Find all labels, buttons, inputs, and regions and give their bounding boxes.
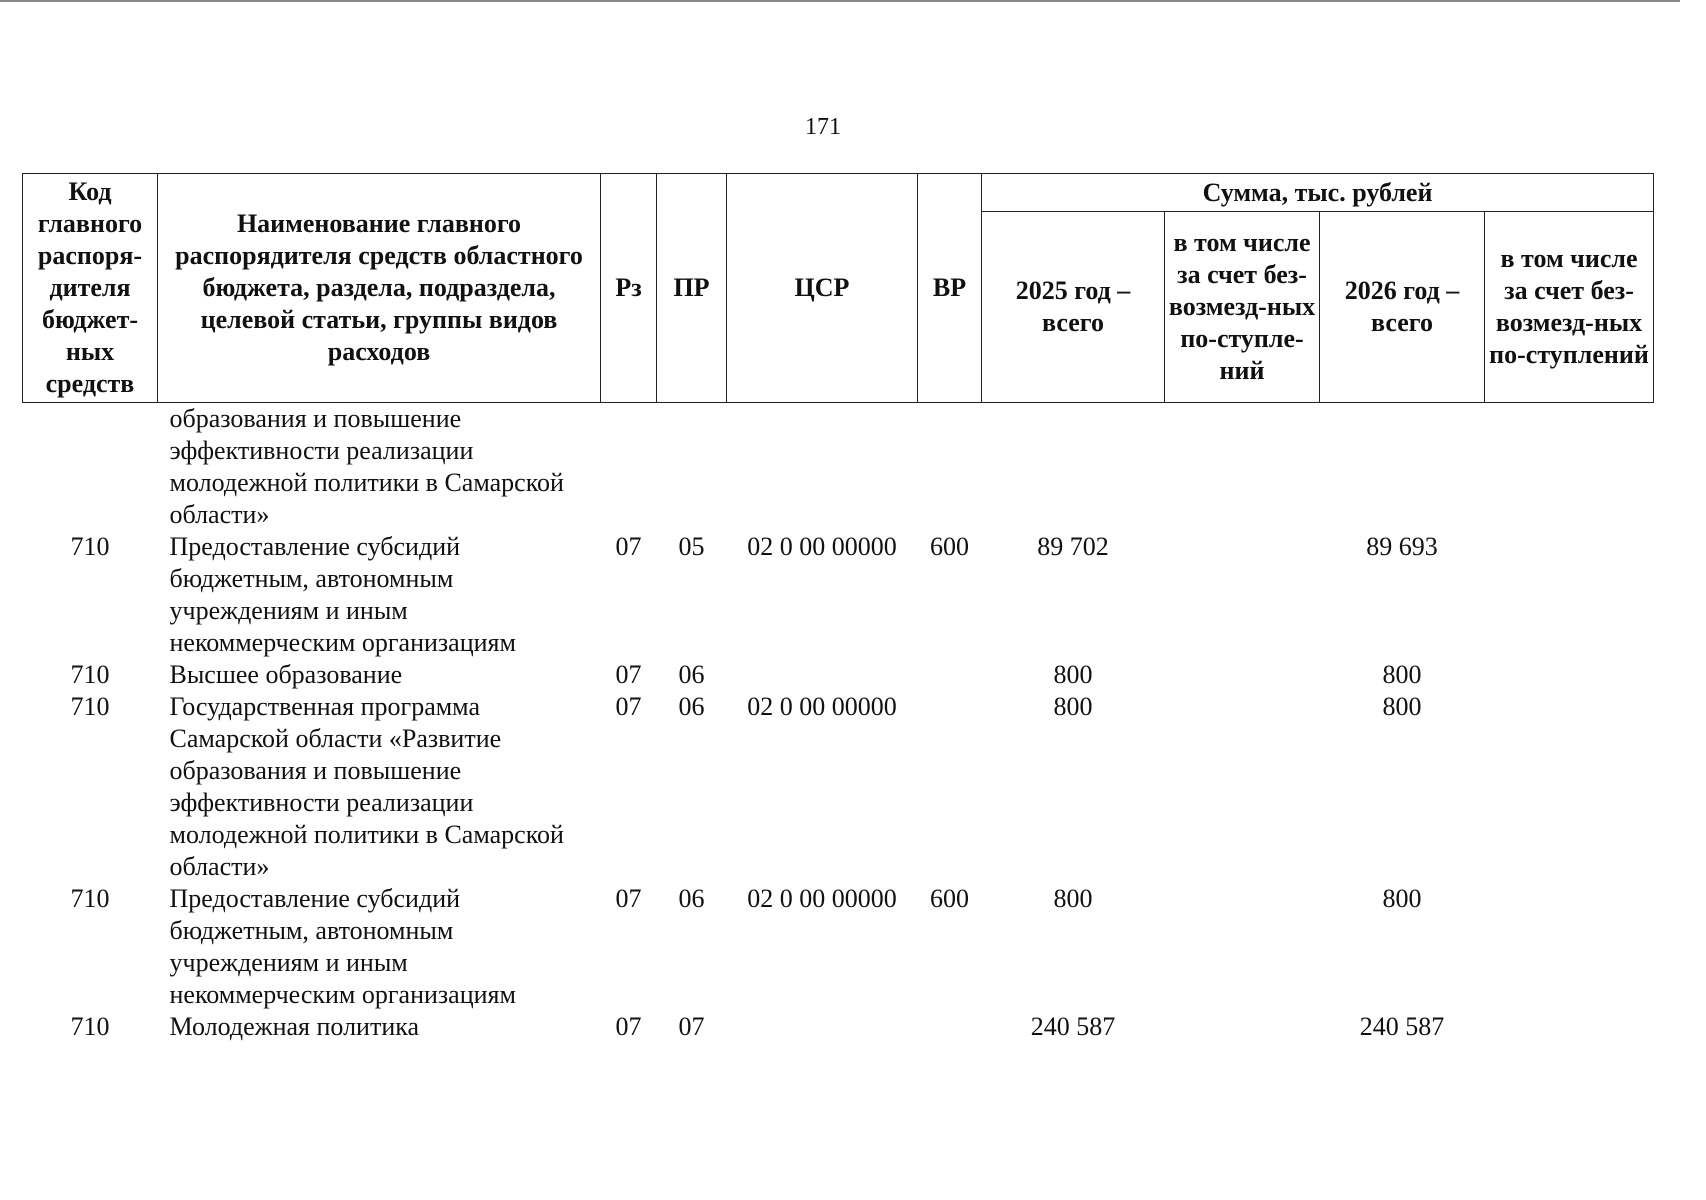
cell-2025-grants xyxy=(1165,691,1320,883)
cell-vr: 600 xyxy=(930,532,969,561)
cell-name: Высшее образование xyxy=(169,660,403,689)
cell-csr xyxy=(727,403,918,532)
table-row xyxy=(23,883,1654,1011)
cell-2026-grants xyxy=(1485,1011,1654,1043)
cell-pr: 07 xyxy=(678,1012,705,1041)
cell-name: Государственная программа Самарской области «Развитие образования и повышение эффективности реализации молодежной политики в Самарской области» xyxy=(169,692,564,881)
top-rule xyxy=(0,0,1680,2)
cell-pr xyxy=(657,403,727,532)
cell-vr xyxy=(918,659,982,691)
cell-2025-total xyxy=(982,403,1165,532)
cell-csr: 02 0 00 00000 xyxy=(747,692,897,721)
cell-2025-total: 800 xyxy=(1053,884,1093,913)
page-number: 171 xyxy=(805,114,841,140)
header-pr: ПР xyxy=(657,174,727,403)
table-row xyxy=(23,531,1654,659)
cell-2026-grants xyxy=(1485,403,1654,532)
cell-rz: 07 xyxy=(615,692,642,721)
cell-2025-grants xyxy=(1165,531,1320,659)
cell-2025-total: 89 702 xyxy=(1037,532,1109,561)
cell-2025-grants xyxy=(1165,883,1320,1011)
cell-name: образования и повышение эффективности реализации молодежной политики в Самарской области» xyxy=(169,404,564,529)
cell-vr xyxy=(918,403,982,532)
cell-rz: 07 xyxy=(615,1012,642,1041)
table-row xyxy=(23,1011,1654,1043)
cell-vr: 600 xyxy=(930,884,969,913)
header-2025-grants: в том числе за счет без-возмезд-ных по-ступле-ний xyxy=(1165,212,1320,403)
cell-name: Молодежная политика xyxy=(169,1012,420,1041)
cell-2026-total xyxy=(1320,403,1485,532)
cell-code: 710 xyxy=(70,692,110,721)
table-row xyxy=(23,691,1654,883)
cell-2025-total: 800 xyxy=(1053,660,1093,689)
cell-2025-grants xyxy=(1165,659,1320,691)
cell-vr xyxy=(918,691,982,883)
header-csr: ЦСР xyxy=(727,174,918,403)
header-sum-group: Сумма, тыс. рублей xyxy=(982,174,1654,212)
table-row xyxy=(23,659,1654,691)
table-row xyxy=(23,403,1654,532)
cell-2026-total: 89 693 xyxy=(1366,532,1438,561)
cell-name: Предоставление субсидий бюджетным, автономным учреждениям и иным некоммерческим организациям xyxy=(169,532,516,657)
cell-rz xyxy=(601,403,657,532)
cell-rz: 07 xyxy=(615,532,642,561)
cell-2026-grants xyxy=(1485,691,1654,883)
cell-csr: 02 0 00 00000 xyxy=(747,884,897,913)
cell-rz: 07 xyxy=(615,884,642,913)
cell-code: 710 xyxy=(70,532,110,561)
budget-table xyxy=(22,173,1654,1043)
cell-2025-total: 240 587 xyxy=(1030,1012,1116,1041)
header-name: Наименование главного распорядителя средств областного бюджета, раздела, подраздела, целевой статьи, группы видов расходов xyxy=(158,174,601,403)
header-2026-total: 2026 год – всего xyxy=(1320,212,1485,403)
cell-2026-grants xyxy=(1485,659,1654,691)
cell-vr xyxy=(918,1011,982,1043)
header-vr: ВР xyxy=(918,174,982,403)
cell-2026-total: 800 xyxy=(1382,884,1422,913)
header-code: Код главного распоря-дителя бюджет-ных средств xyxy=(23,174,158,403)
cell-code: 710 xyxy=(70,660,110,689)
cell-csr xyxy=(727,1011,918,1043)
cell-2025-total: 800 xyxy=(1053,692,1093,721)
cell-pr: 06 xyxy=(678,884,705,913)
header-2026-grants: в том числе за счет без-возмезд-ных по-ступлений xyxy=(1485,212,1654,403)
cell-pr: 06 xyxy=(678,692,705,721)
table-header xyxy=(23,174,1654,403)
cell-2026-total: 800 xyxy=(1382,660,1422,689)
header-2025-total: 2025 год – всего xyxy=(982,212,1165,403)
cell-pr: 06 xyxy=(678,660,705,689)
cell-code: 710 xyxy=(70,1012,110,1041)
cell-code xyxy=(23,403,158,532)
cell-2026-grants xyxy=(1485,531,1654,659)
cell-code: 710 xyxy=(70,884,110,913)
cell-pr: 05 xyxy=(678,532,705,561)
cell-2026-total: 240 587 xyxy=(1359,1012,1445,1041)
header-rz: Рз xyxy=(601,174,657,403)
cell-rz: 07 xyxy=(615,660,642,689)
cell-2026-total: 800 xyxy=(1382,692,1422,721)
cell-2026-grants xyxy=(1485,883,1654,1011)
cell-csr: 02 0 00 00000 xyxy=(747,532,897,561)
cell-name: Предоставление субсидий бюджетным, автономным учреждениям и иным некоммерческим организациям xyxy=(169,884,516,1009)
cell-2025-grants xyxy=(1165,1011,1320,1043)
table-body xyxy=(23,403,1654,1044)
cell-csr xyxy=(727,659,918,691)
cell-2025-grants xyxy=(1165,403,1320,532)
